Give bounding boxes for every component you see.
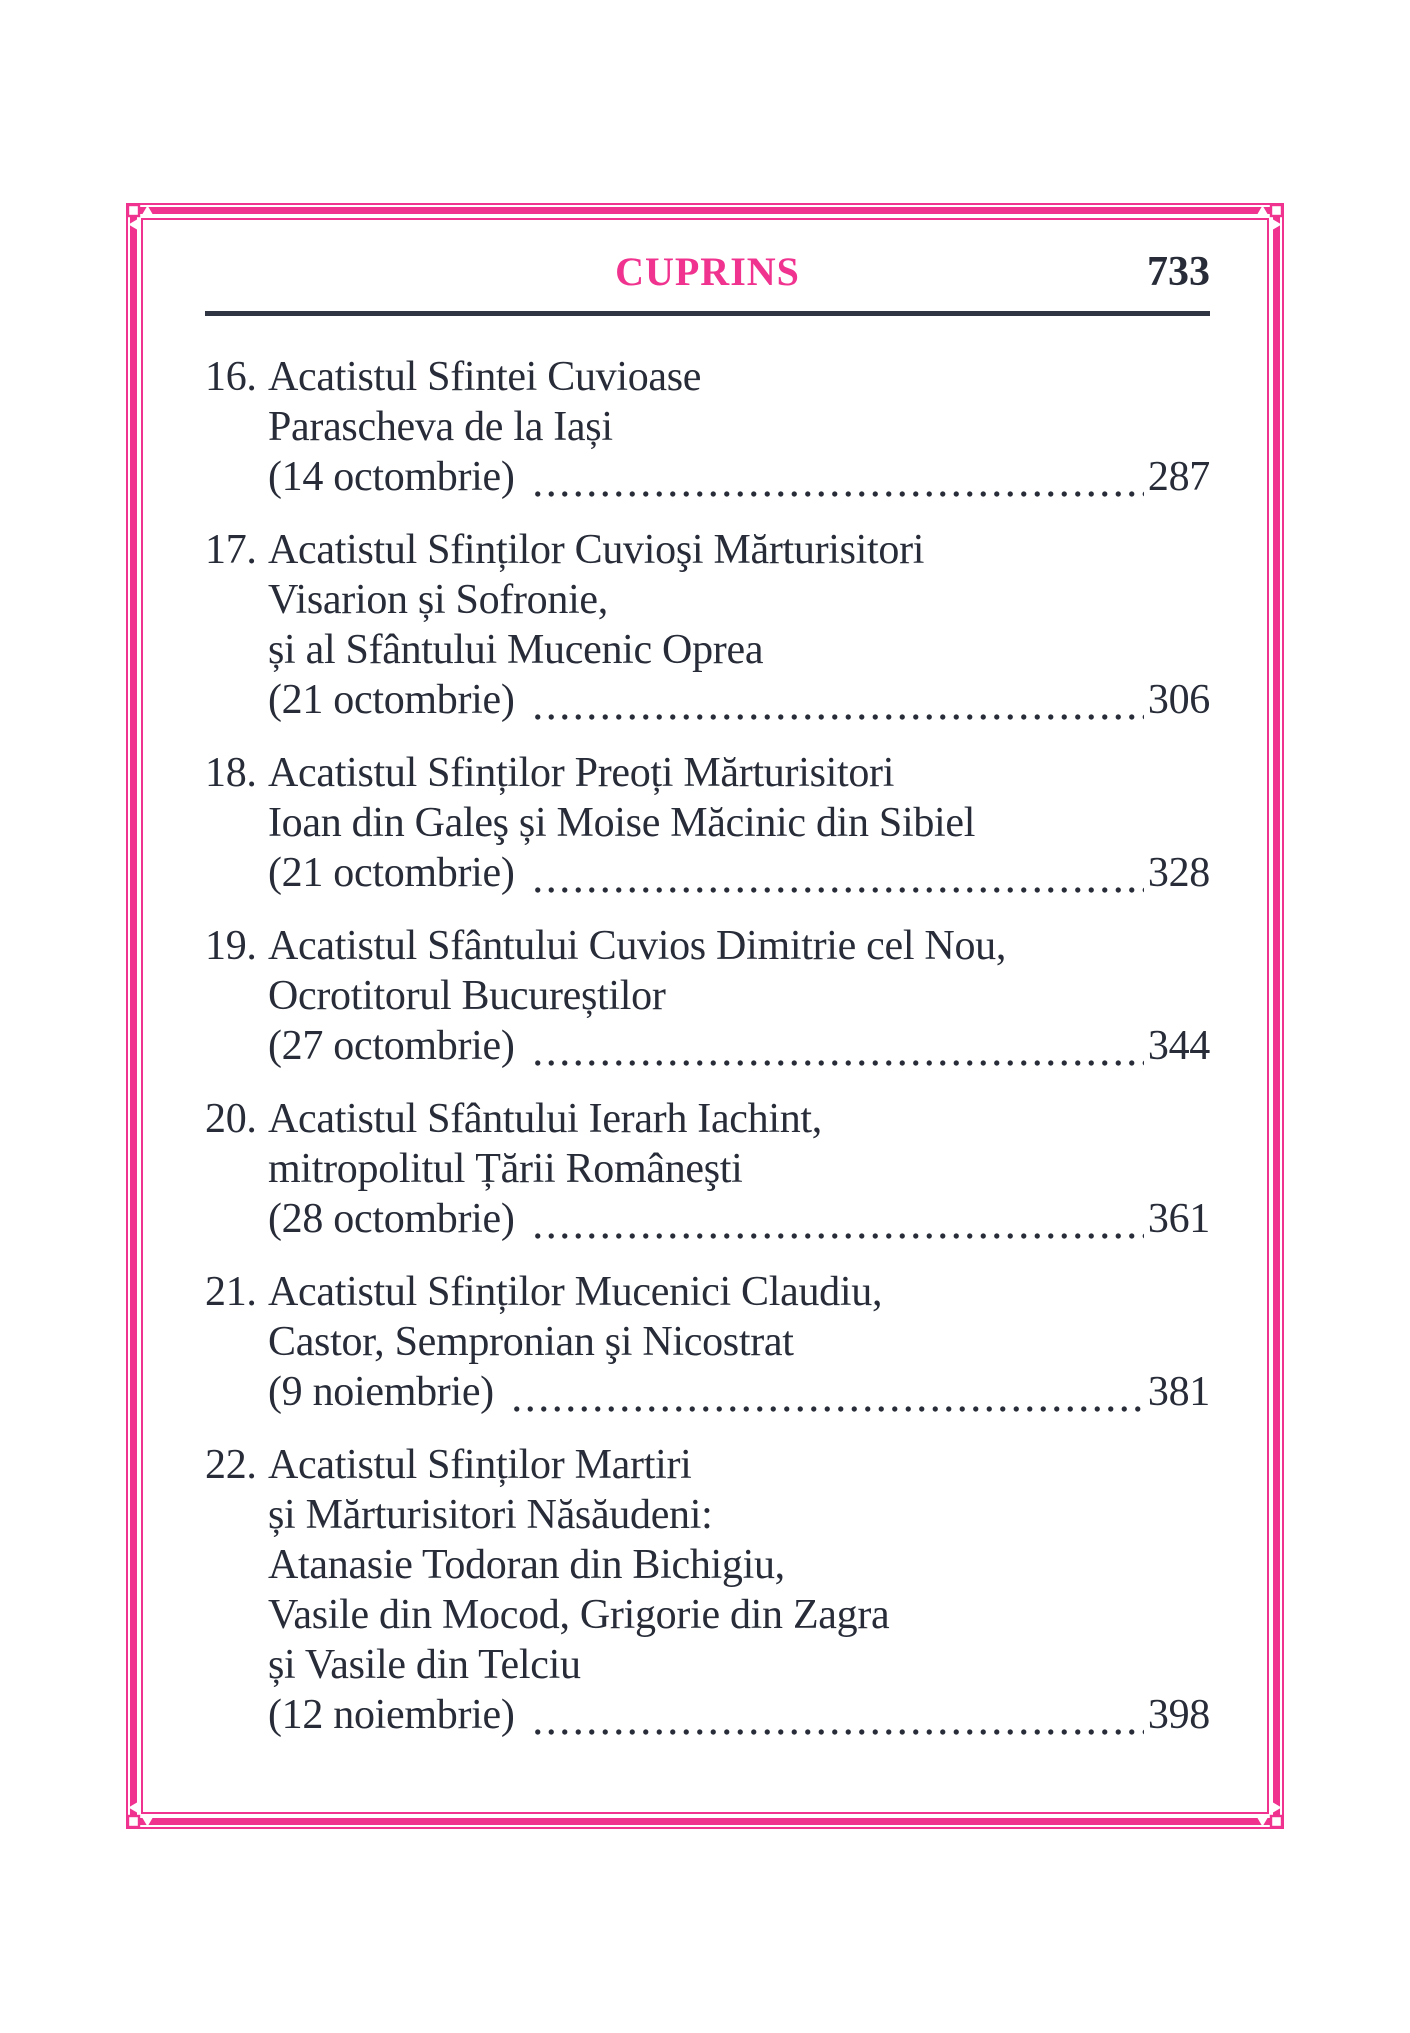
- entry-date-line: [268, 848, 1210, 898]
- dot-leader: [531, 488, 1144, 500]
- entry-page-number: 306: [1147, 677, 1210, 723]
- entry-date: (21 octombrie): [268, 677, 515, 723]
- entry-page-number: 328: [1147, 850, 1210, 896]
- entry-title-line: Acatistul Sfintei Cuvioase: [268, 354, 702, 400]
- entry-number: 17.: [205, 527, 257, 573]
- entry-title-line: Acatistul Sfântului Cuvios Dimitrie cel Nou,: [268, 923, 1007, 969]
- entry-date: (12 noiembrie): [268, 1692, 515, 1738]
- toc-entry: [205, 1440, 1210, 1740]
- entry-body: [268, 1094, 1210, 1244]
- entry-date: (28 octombrie): [268, 1196, 515, 1242]
- entry-page-number: 381: [1147, 1369, 1210, 1415]
- dot-leader: [531, 1726, 1144, 1738]
- dot-leader: [531, 884, 1144, 896]
- dot-leader: [531, 1230, 1144, 1242]
- entry-date: (9 noiembrie): [268, 1369, 494, 1415]
- entry-number: 16.: [205, 354, 257, 400]
- entry-title-line: Acatistul Sfinților Mucenici Claudiu,: [268, 1269, 883, 1315]
- entry-date: (21 octombrie): [268, 850, 515, 896]
- entry-number: 18.: [205, 750, 257, 796]
- entry-body: [268, 921, 1210, 1071]
- entry-page-number: 287: [1147, 454, 1210, 500]
- entry-body: [268, 1440, 1210, 1740]
- entry-date-line: [268, 1690, 1210, 1740]
- entry-title-line: Atanasie Todoran din Bichigiu,: [268, 1542, 785, 1588]
- entry-title-line: Acatistul Sfinților Cuvioşi Mărturisitori: [268, 527, 925, 573]
- dot-leader: [531, 1057, 1144, 1069]
- entry-title-line: și Mărturisitori Năsăudeni:: [268, 1492, 713, 1538]
- toc-entry: [205, 525, 1210, 725]
- entry-title-line: mitropolitul Țării Româneşti: [268, 1146, 743, 1192]
- running-head: [205, 248, 1210, 296]
- corner-ornament-icon: [126, 203, 156, 233]
- entry-date-line: [268, 1367, 1210, 1417]
- corner-ornament-icon: [126, 1799, 156, 1829]
- toc-list: [205, 352, 1210, 1740]
- toc-entry: [205, 748, 1210, 898]
- entry-page-number: 398: [1147, 1692, 1210, 1738]
- entry-title-line: și al Sfântului Mucenic Oprea: [268, 627, 764, 673]
- folio-page-number: 733: [1147, 249, 1210, 295]
- entry-title-line: Acatistul Sfântului Ierarh Iachint,: [268, 1096, 822, 1142]
- entry-title-line: Vasile din Mocod, Grigorie din Zagra: [268, 1592, 890, 1638]
- toc-entry: [205, 1267, 1210, 1417]
- entry-title-line: Castor, Sempronian şi Nicostrat: [268, 1319, 794, 1365]
- entry-number: 19.: [205, 923, 257, 969]
- toc-entry: [205, 921, 1210, 1071]
- dot-leader: [510, 1403, 1144, 1415]
- entry-date-line: [268, 1021, 1210, 1071]
- toc-entry: [205, 1094, 1210, 1244]
- entry-body: [268, 525, 1210, 725]
- entry-title-line: Ocrotitorul Bucureștilor: [268, 973, 666, 1019]
- entry-number: 20.: [205, 1096, 257, 1142]
- entry-title-line: Acatistul Sfinților Preoți Mărturisitori: [268, 750, 895, 796]
- entry-date-line: [268, 1194, 1210, 1244]
- entry-number: 21.: [205, 1269, 257, 1315]
- header-rule: [205, 311, 1210, 316]
- entry-body: [268, 352, 1210, 502]
- page-title: CUPRINS: [615, 249, 800, 294]
- entry-title-line: Ioan din Galeş și Moise Măcinic din Sibiel: [268, 800, 976, 846]
- entry-date-line: [268, 452, 1210, 502]
- entry-title-line: Visarion și Sofronie,: [268, 577, 608, 623]
- entry-page-number: 361: [1147, 1196, 1210, 1242]
- corner-ornament-icon: [1254, 203, 1284, 233]
- corner-ornament-icon: [1254, 1799, 1284, 1829]
- entry-date: (14 octombrie): [268, 454, 515, 500]
- entry-title-line: Parascheva de la Iași: [268, 404, 613, 450]
- dot-leader: [531, 711, 1144, 723]
- entry-body: [268, 1267, 1210, 1417]
- entry-title-line: Acatistul Sfinților Martiri: [268, 1442, 692, 1488]
- toc-entry: [205, 352, 1210, 502]
- entry-page-number: 344: [1147, 1023, 1210, 1069]
- entry-number: 22.: [205, 1442, 257, 1488]
- entry-date: (27 octombrie): [268, 1023, 515, 1069]
- entry-date-line: [268, 675, 1210, 725]
- entry-body: [268, 748, 1210, 898]
- entry-title-line: și Vasile din Telciu: [268, 1642, 581, 1688]
